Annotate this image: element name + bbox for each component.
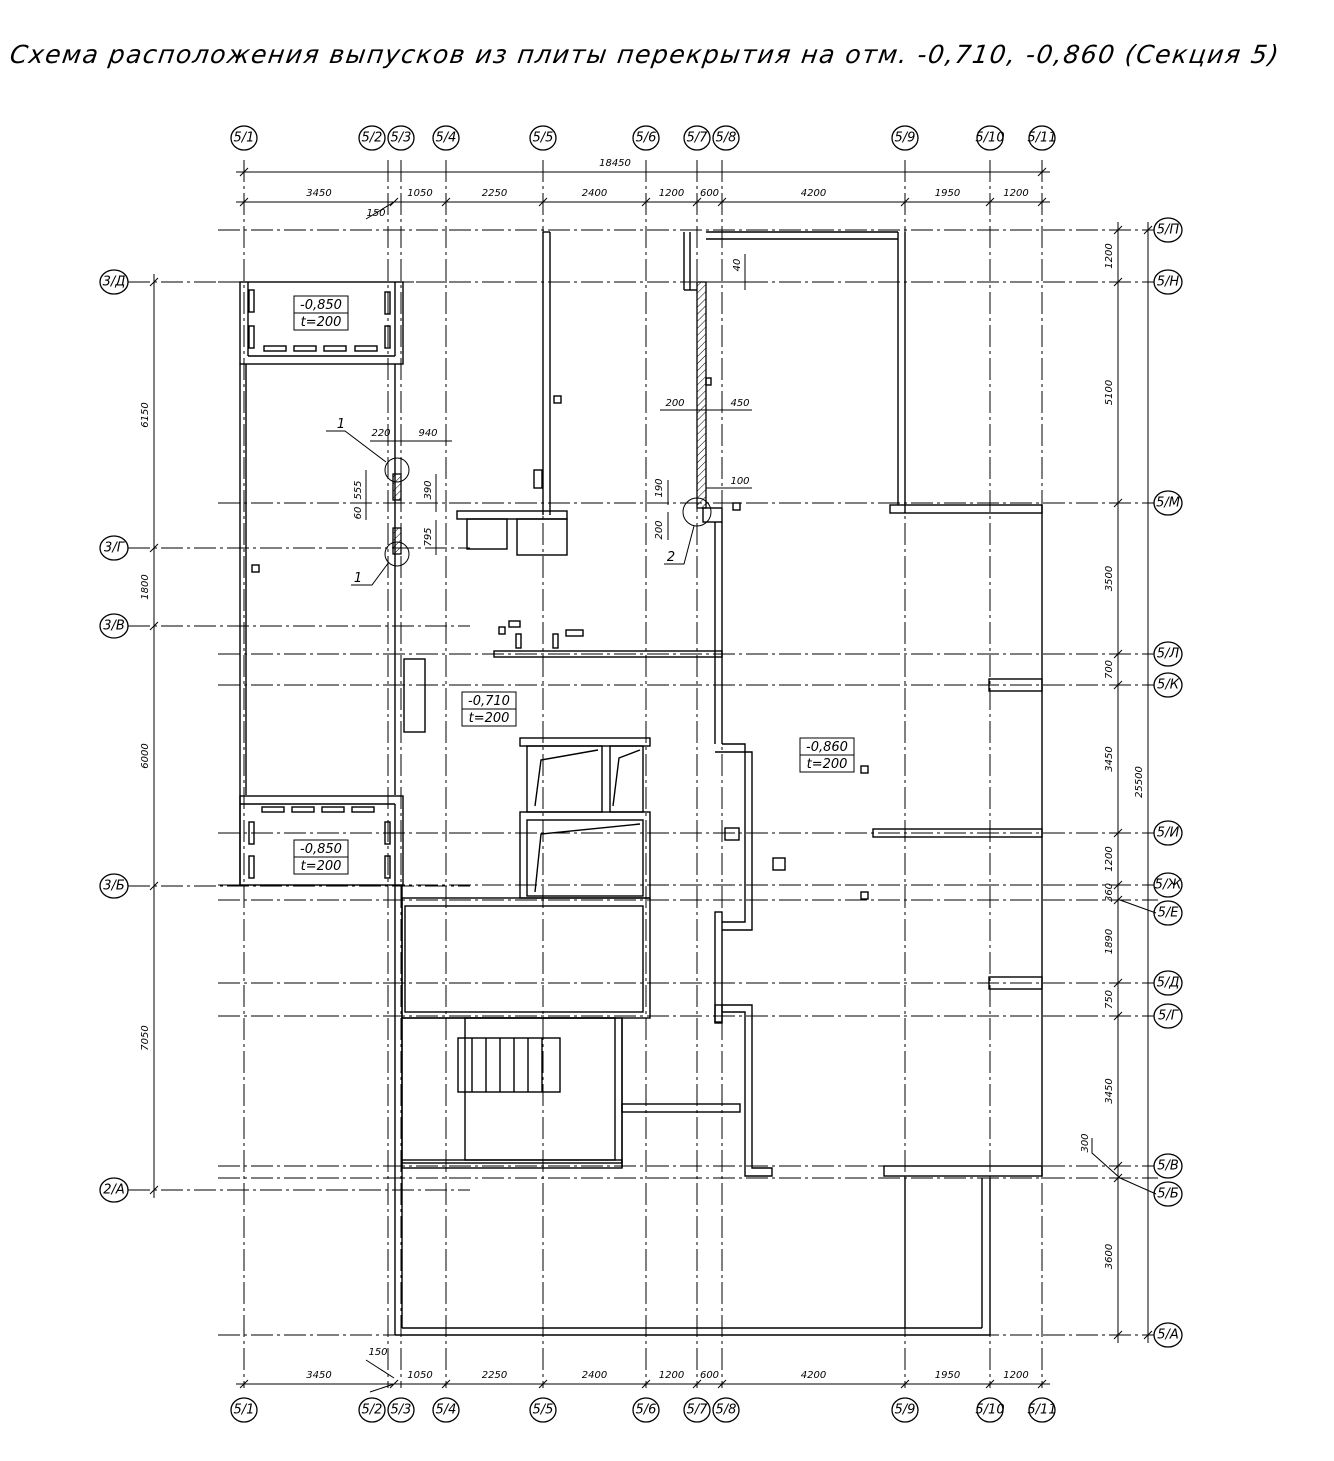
axis-label: 5/9 xyxy=(894,130,916,146)
callout-2: 2 xyxy=(666,550,676,565)
dim-200-v: 200 xyxy=(654,520,665,540)
level-mark-lower-left xyxy=(294,840,348,874)
axis-label: 5/7 xyxy=(686,130,708,146)
axis-label: 5/Г xyxy=(1158,1008,1178,1024)
axis-label: 5/5 xyxy=(532,130,554,146)
axis-label: 5/М xyxy=(1156,495,1180,511)
dim-segment: 600 xyxy=(699,1370,720,1381)
dim-segment: 3450 xyxy=(306,188,332,199)
level-mark-right xyxy=(800,738,854,772)
dim-segment-v: 1890 xyxy=(1104,928,1115,955)
axis-label: 2/А xyxy=(103,1182,125,1198)
axis-label: 5/К xyxy=(1157,677,1179,693)
svg-text:t=200: t=200 xyxy=(300,859,342,874)
axis-label: 5/10 xyxy=(975,1402,1005,1418)
dim-200: 200 xyxy=(665,398,685,409)
dim-40: 40 xyxy=(732,258,743,272)
detail-dimensions xyxy=(353,202,1120,1392)
axis-label: 5/П xyxy=(1156,222,1180,238)
axis-label: 5/А xyxy=(1157,1327,1179,1343)
axis-label: 3/Г xyxy=(104,540,124,556)
axis-label: 5/7 xyxy=(686,1402,708,1418)
dim-segment-v: 6000 xyxy=(140,743,151,769)
dim-segment-v: 700 xyxy=(1104,659,1115,680)
dim-555: 555 xyxy=(353,480,364,500)
axis-label: 5/5 xyxy=(532,1402,554,1418)
axis-label: 5/3 xyxy=(390,130,412,146)
dim-segment-v: 3450 xyxy=(1104,746,1115,772)
dim-segment-v: 1200 xyxy=(1104,243,1115,269)
axis-label: 5/2 xyxy=(361,130,383,146)
axis-label: 5/6 xyxy=(635,130,657,146)
dim-450: 450 xyxy=(730,398,750,409)
svg-text:t=200: t=200 xyxy=(806,757,848,772)
dim-segment-v: 1200 xyxy=(1104,846,1115,872)
svg-text:t=200: t=200 xyxy=(300,315,342,330)
dim-300: 300 xyxy=(1080,1133,1091,1153)
level-mark-upper-left xyxy=(294,296,348,330)
axis-label: 5/Е xyxy=(1157,905,1179,921)
svg-text:-0,710: -0,710 xyxy=(468,694,510,709)
dim-segment: 600 xyxy=(699,188,720,199)
axis-label: 5/10 xyxy=(975,130,1005,146)
dim-segment: 1050 xyxy=(407,188,433,199)
dim-segment: 4200 xyxy=(800,188,827,199)
dim-segment-v: 3600 xyxy=(1104,1243,1115,1270)
dim-390: 390 xyxy=(423,480,434,500)
axis-label: 5/1 xyxy=(233,130,255,146)
dim-segment: 1200 xyxy=(1003,188,1029,199)
drawing-title: Схема расположения выпусков из плиты перекрытия на отм. -0,710, -0,860 (Секция 5) xyxy=(8,40,1282,69)
dim-segment: 3450 xyxy=(306,1370,332,1381)
axis-label: 3/Б xyxy=(103,878,125,894)
walls xyxy=(240,232,1042,1335)
dim-total-top: 18450 xyxy=(599,158,631,169)
dim-segment: 1200 xyxy=(658,188,685,199)
callout-1-bottom: 1 xyxy=(353,571,363,586)
dim-segment-v: 3500 xyxy=(1104,565,1115,592)
hatched-wall xyxy=(697,282,706,508)
axis-label: 5/6 xyxy=(635,1402,657,1418)
axis-label: 5/Л xyxy=(1156,646,1180,662)
axis-label: 5/9 xyxy=(894,1402,916,1418)
dim-150-top: 150 xyxy=(366,208,386,219)
dim-100: 100 xyxy=(730,476,750,487)
dim-segment-v: 6150 xyxy=(140,402,151,428)
dim-795: 795 xyxy=(423,527,434,547)
dim-segment-v: 7050 xyxy=(140,1025,151,1051)
dim-total-right: 25500 xyxy=(1134,766,1145,798)
dim-segment: 1200 xyxy=(1003,1370,1029,1381)
axis-label: 5/3 xyxy=(390,1402,412,1418)
dim-segment: 1200 xyxy=(658,1370,685,1381)
dim-segment: 2400 xyxy=(581,188,608,199)
axis-label: 3/Д xyxy=(102,274,126,290)
axis-label: 5/8 xyxy=(715,1402,737,1418)
axis-label: 5/В xyxy=(1157,1158,1179,1174)
callouts xyxy=(326,417,711,586)
axis-label: 5/Н xyxy=(1156,274,1180,290)
svg-text:t=200: t=200 xyxy=(468,711,510,726)
dim-segment: 2400 xyxy=(581,1370,608,1381)
dim-segment: 1950 xyxy=(934,188,961,199)
dim-segment-v: 750 xyxy=(1104,989,1115,1010)
axis-label: 5/Д xyxy=(1156,975,1180,991)
axis-label: 5/11 xyxy=(1027,1402,1057,1418)
svg-text:-0,850: -0,850 xyxy=(300,298,342,313)
axis-label: 5/4 xyxy=(435,130,457,146)
axis-label: 5/1 xyxy=(233,1402,255,1418)
dim-segment-v: 5100 xyxy=(1104,379,1115,406)
dim-segment: 4200 xyxy=(800,1370,827,1381)
level-mark-center xyxy=(462,692,516,726)
dim-segment-v: 360 xyxy=(1104,882,1115,903)
dim-940: 940 xyxy=(418,428,438,439)
dim-segment: 2250 xyxy=(481,1370,508,1381)
axis-label: 5/8 xyxy=(715,130,737,146)
dim-150-bottom: 150 xyxy=(368,1347,388,1358)
dim-190: 190 xyxy=(654,478,665,498)
dim-220: 220 xyxy=(371,428,391,439)
dim-60: 60 xyxy=(353,506,364,520)
dim-segment: 1950 xyxy=(934,1370,961,1381)
grid-axes xyxy=(100,126,1182,1422)
level-marks xyxy=(294,296,854,874)
axis-label: 3/В xyxy=(103,618,125,634)
svg-text:-0,860: -0,860 xyxy=(806,740,848,755)
axis-label: 5/Ж xyxy=(1154,877,1182,893)
axis-label: 5/11 xyxy=(1027,130,1057,146)
dim-segment: 1050 xyxy=(407,1370,433,1381)
dim-segment: 2250 xyxy=(481,188,508,199)
svg-text:-0,850: -0,850 xyxy=(300,842,342,857)
dim-segment-v: 3450 xyxy=(1104,1078,1115,1104)
axis-label: 5/4 xyxy=(435,1402,457,1418)
callout-1-top: 1 xyxy=(336,417,346,432)
axis-label: 5/И xyxy=(1156,825,1180,841)
axis-label: 5/2 xyxy=(361,1402,383,1418)
dim-segment-v: 1800 xyxy=(140,574,151,600)
axis-label: 5/Б xyxy=(1157,1186,1179,1202)
